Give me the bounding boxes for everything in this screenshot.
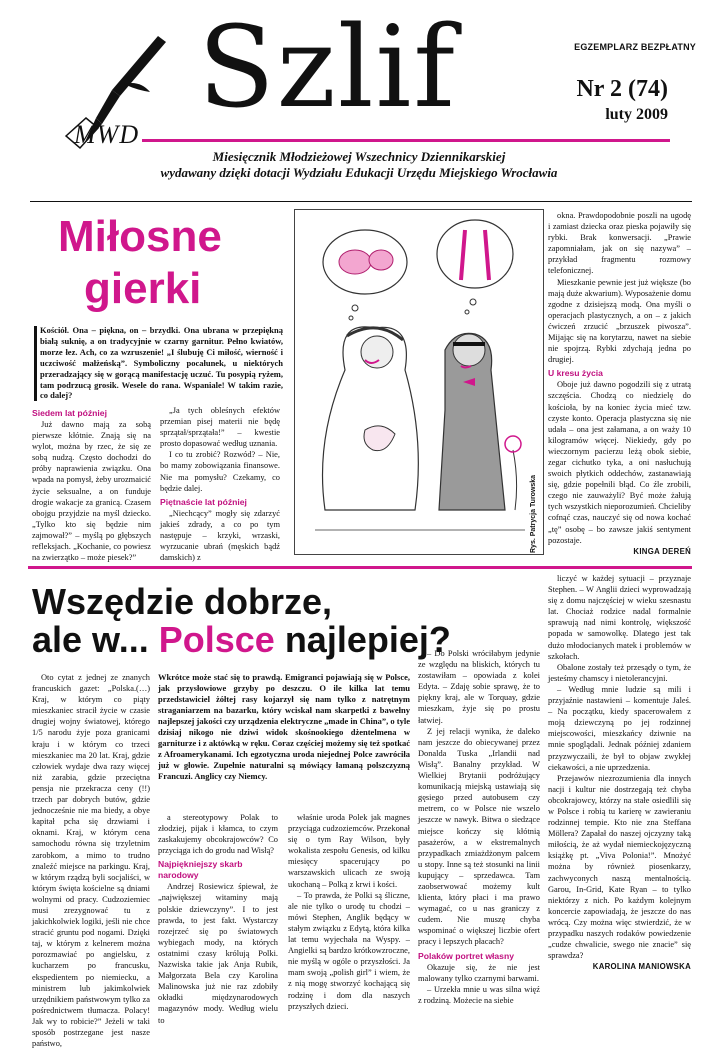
article1-title-line2: gierki xyxy=(84,264,202,313)
article1-lead-bar xyxy=(34,326,37,401)
illustration-credit: Rys. Patrycja Turowska xyxy=(530,474,537,553)
paragraph: a stereotypowy Polak to złodziej, pijak i kłamca, to czym zaskakujemy obcokrajowców? Co przyciąga ich do grodu nad Wisłą? xyxy=(158,813,278,856)
paragraph: Andrzej Rosiewicz śpiewał, że „największej witaminy mają polskie dziewczyny”. I to jest prawda, to jest fakt. Wystarczy rozejrzeć się po światowych wybiegach mody, na których ostatnimi czasy królują Polki. Nazwiska takie jak Anja Rubik, Małgorzata Bela czy Karolina Malinowska już nie raz zdobiły okładki międzynarodowych magazynów mody. Według wielu to xyxy=(158,882,278,1025)
article2-lead: Wkrótce może stać się to prawdą. Emigranci pojawiają się w Polsce, jak przysłowiowe grzyby po deszczu. O ile kilka lat temu przedstawiciel żółtej rasy kojarzył się nam tylko z natrętnym straganiarzem na bazarku, który wciskał nam skarpetki z bawełny najlepszej jakości czy urządzenia elektryczne „made in China”, o tyle dzisiaj nikogo nie dziwi widok skośnookiego dżentelmena w garniturze i z aktówką w ręku. Coraz częściej możemy się też spotkać z Afroamerykanami. Ich egzotyczna uroda niejednej Polce zawróciła już w głowie. Zupełnie naturalni są mówiący łamaną polszczyzną Francuzi. Anglicy czy Niemcy. xyxy=(158,672,410,781)
paragraph: właśnie uroda Polek jak magnes przyciąga cudzoziemców. Przekonał się o tym Ray Wilson, były wokalista zespołu Genesis, od kilku miesięcy spacerujący po warszawskich ulicach ze swoją ukochaną – Polką z krwi i kości. xyxy=(288,813,410,889)
paragraph: Z jej relacji wynika, że daleko nam jeszcze do obiecywanej przez Donalda Tuska „Irlandii nad Wisłą”. Banalny przykład. W Wielkiej Brytanii podróżujący komunikacją miejską ustawiają się gęsiego przed autobusem czy metrem, co w Polsce nie wszelo jeszcze w nawyk. Bitwa o siedzące miejsce kończy się kłótnią pasażerów, a w ekstremalnych przypadkach zmiażdżonym palcem u stopy. Inne są też stosunki na linii kupujący – sprzedawca. Tam zaobserwować możemy kult klienta, który płaci i ma prawo wymagać, co u nas graniczy z cudem. Nie muszę chyba wspominać o większej liczbie ofert pracy i lepszych płacach? xyxy=(418,726,540,947)
paragraph: liczyć w każdej sytuacji – przyznaje Stephen. – W Anglii dzieci wyprowadzają się z domu najczęściej w wieku szesnastu lat. Chociaż rodzice nadal formalnie sprawują nad nimi kontrolę, większość popada w samowolkę. Dlatego jest tak dużo młodocianych matek i problemów w szkołach. xyxy=(548,574,691,661)
mwd-logo xyxy=(62,32,172,152)
article1-column-3 xyxy=(548,210,691,562)
paragraph: Oboje już dawno pogodzili się z utratą szczęścia. Chodzą co niedzielę do kościoła, by na koniec życia mieć tzw. czyste konto. Operacja plastyczna się nie udała – ona jest załamana, a on waży 10 kilogramów więcej. Niekiedy, gdy po wieczornym pacierzu leżą obok siebie, zegar cichutko tyka, a oni nasłuchują swoich płytkich oddechów, zastanawiają się, gdzie popełnili błąd. Co źle zrobili, czego nie zauważyli? Być może żałują tych wszystkich nieporozumień. Chcieliby cofnąć czas, nauczyć się od nowa kochać „tę” osobę – bo zawsze jakiś sentyment pozostaje. xyxy=(548,380,691,545)
author-signature: KINGA DEREŃ xyxy=(633,546,691,556)
paragraph: „Ja tych obleśnych efektów przemian pisej materii nie będę sprzątał/sprzątała!” – kwestie prosto dopasować według uznania. xyxy=(160,406,280,449)
article2-title-part-a: ale w... xyxy=(32,619,159,660)
paragraph: – Według mnie ludzie są mili i przyjaźnie nastawieni – komentuje Jaleś. – Na początku, kiedy spacerowałem z moją dziewczyną po jej rodzinnej miejscowości, mieszkańcy dziwnie na mnie spoglądali. Jednak później zdaniem przyzwyczaili, że był to objaw zwykłej ciekawości, a nie uprzedzenia. xyxy=(548,684,691,772)
author-signature: KAROLINA MANIOWSKA xyxy=(592,962,691,972)
article2-title-part-b: Polsce xyxy=(158,619,275,660)
section-subheading: U kresu życia xyxy=(548,368,603,379)
article2-column-1 xyxy=(32,672,150,1049)
paragraph: Okazuje się, że nie jest malowany tylko czarnymi barwami. xyxy=(418,962,540,983)
wedding-illustration xyxy=(294,209,544,555)
article1-lead: Kościół. Ona – piękna, on – brzydki. Ona ubrana w przepiękną białą suknię, a on tradycyjnie w czarny garnitur. Pełno kwiatów, morze łez. Ach, co za wzruszenie! „I ślubuję Ci miłość, wierność i uczciwość małżeńską”. Symboliczny pocałunek, u niektórych przeradzający się w gorącą manifestację uczuć. Tu posypią ryżem, tam podrzucą grosik. Wesele do rana. Wspaniale! W takim razie, co dalej? xyxy=(40,325,283,401)
wedding-couple-drawing xyxy=(295,210,543,554)
article2-title-line2 xyxy=(32,620,451,660)
article1-column-1 xyxy=(32,405,151,565)
issue-date: luty 2009 xyxy=(605,106,668,123)
paragraph: – To prawda, że Polki są śliczne, ale nie tylko o urodę tu chodzi – mówi Stephen, Anglik będący w stałym związku z Edytą, która kilka lat temu wyjechała na Wyspy. – Angielki są bardzo krótkowzroczne, nie myślą w ogóle o przyszłości. Ja mam swoją „polish girl” i wiem, że z nią mogę stworzyć kochającą się rodzinę i dom dla naszych przyszłych dzieci. xyxy=(288,890,410,1011)
paragraph: – Urzekła mnie u was silna więź z rodziną. Możecie na siebie xyxy=(418,984,540,1005)
masthead-rule xyxy=(142,139,670,142)
masthead-subtitle-2: wydawany dzięki dotacji Wydziału Edukacji Urzędu Miejskiego Wrocławia xyxy=(160,165,558,180)
section-subheading: Siedem lat później xyxy=(32,408,107,418)
paragraph: Oto cytat z jednej ze znanych francuskich gazet: „Polska.(…) Kraj, w którym co piąty mieszkaniec stracił życie w czasie drugiej wojny światowej, którego 1/5 narodu żyje poza granicami kraju i w którym co trzeci mieszkaniec ma 20 lat. Kraj, gdzie człowiek wydaje dwa razy więcej niż zarabia, gdzie przeciętna pensja nie przekracza ceny (!!) trzech par dobrych butów, gdzie jednocześnie nie ma biedy, a obye kapitał pcha się drzwiami i oknami. Kraj, w którym cena samochodu równa się trzyletnim zarobkom, a mimo to trudno znaleźć miejsce na parkingu. Kraj, w którym rządzą byli socjaliści, w którym święta kościelne są dniami wolnymi od pracy. Cudzoziemiec musi zrezygnować tu z jakichkolwiek logiki, jeśli nie chce stracić gruntu pod nogami. Dzięki taj, w którym z kelnerem można porozmawiać po angielsku, z kucharzem po francusku, ekspedientem po niemiecku, a ministrem lub jakimkolwiek urzędnikiem państwowym tylko za pośrednictwem tłumacza. Polacy! Jak wy to robicie?” Jeżeli w taki sposób postrzegane jest nasze państwo, xyxy=(32,673,150,1049)
masthead xyxy=(0,0,718,200)
article2-title-part-c: najlepiej? xyxy=(274,619,451,660)
article-wszedzie-dobrze xyxy=(0,570,718,1049)
newspaper-title: Szlif xyxy=(198,3,457,133)
section-subheading: Najpiękniejszy skarb narodowy xyxy=(158,859,243,881)
paragraph: – Do Polski wróciłabym jedynie ze względu na bliskich, których tu zostawiłam – opowiada z kolei Edyta. – Zdaję sobie sprawę, że to piękny kraj, ale w Torquay, gdzie mieszkam, żyje się po prostu łatwiej. xyxy=(418,649,540,725)
article1-title-line1: Miłosne xyxy=(58,212,222,261)
article2-column-3 xyxy=(288,812,410,1018)
paragraph: okna. Prawdopodobnie poszli na ugodę i zamiast dziecka oraz pieska pojawiły się rybki. Brak konwersacji. „Prawie zapomniałam, jak on się nazywa” – przykład fragmentu rozmowy telefonicznej. xyxy=(548,211,691,276)
paragraph: Przejawów niezrozumienia dla innych nacji i kultur nie dostrzegają też chyba obcokrajowcy, którzy na stałe osiedlili się w Polsce i robią tu karierę w zawieraniu rodzinnej tempie. Kto nie zna Steffana Möllera? Zapałał do naszej ojczyzny taką miłością, że aż wydał niemieckojęzyczną książkę pt. „Viva Polonia!”. Mnożyć można by również piosenkarzy, zachwyconych naszą mentalnością. Garou, In-Grid, Kate Ryan – to tylko niektórzy z nich. Po każdym kolejnym koncercie zapowiadają, że jeszcze do nas wrócą. Czy można więc stwierdzić, że w przypadku naszych rodaków powiedzenie „cudze chwalicie, swego nie znacie” się sprawdza? xyxy=(548,773,691,961)
logo-letters: MWD xyxy=(74,120,140,149)
paragraph: „Niechcący” mogły się zdarzyć jakieś zdrady, a co po tym następuje – krzyki, wrzaski, wyrzucanie ubrań (męskich bądź damskich) z xyxy=(160,508,280,563)
paragraph: Już dawno mają za sobą pierwsze kłótnie. Znają się na wylot, można by rzec, że się ze sobą nudzą. Często dochodzi do próby naprawienia związku. Ona wpada na pomysł, żeby urozmaicić życie seksualne, a on funduje drogie wakacje za granicą. Czasem obojgu przyjdzie na myśl dziecko. „Tylko kto się będzie nim zajmował?” – myślą po głębszych refleksjach. „Kochanie, co powiesz na zwierzątko – może piesek?” xyxy=(32,420,151,563)
paragraph: I co tu zrobić? Rozwód? – Nie, bo mamy zobowiązania finansowe. Nie ma pomysłu? Czekamy, co będzie dalej. xyxy=(160,450,280,493)
masthead-subtitle-1: Miesięcznik Młodzieżowej Wszechnicy Dziennikarskiej xyxy=(212,149,506,164)
article-divider xyxy=(28,566,692,569)
section-subheading: Piętnaście lat później xyxy=(160,496,247,507)
section-subheading: Polaków portret własny xyxy=(418,950,514,961)
article2-column-4 xyxy=(418,648,540,1018)
article2-column-5 xyxy=(548,573,691,1018)
article1-column-2 xyxy=(160,405,280,565)
header-divider xyxy=(30,201,692,202)
paragraph: Mieszkanie pewnie jest już większe (bo mają duże akwarium). Wyposażenie domu zgodne z dzisiejszą modą. Ona myśli o operacjach plastycznych, a on – z jakich ćwiczeń zrzucić „brzuszek piwosza”. Mijając się na korytarzu, nawet na siebie nie spojrzą. Rybki zdychają jedna po drugiej. xyxy=(548,277,691,365)
article2-title-line1: Wszędzie dobrze, xyxy=(32,581,333,622)
paragraph: Obalone zostały też przesądy o tym, że jesteśmy chamscy i nietolerancyjni. xyxy=(548,662,691,683)
issue-number: Nr 2 (74) xyxy=(576,76,668,102)
article2-column-2 xyxy=(158,812,278,1025)
free-copy-label: EGZEMPLARZ BEZPŁATNY xyxy=(574,42,696,52)
article-milosne-gierki xyxy=(0,205,718,567)
